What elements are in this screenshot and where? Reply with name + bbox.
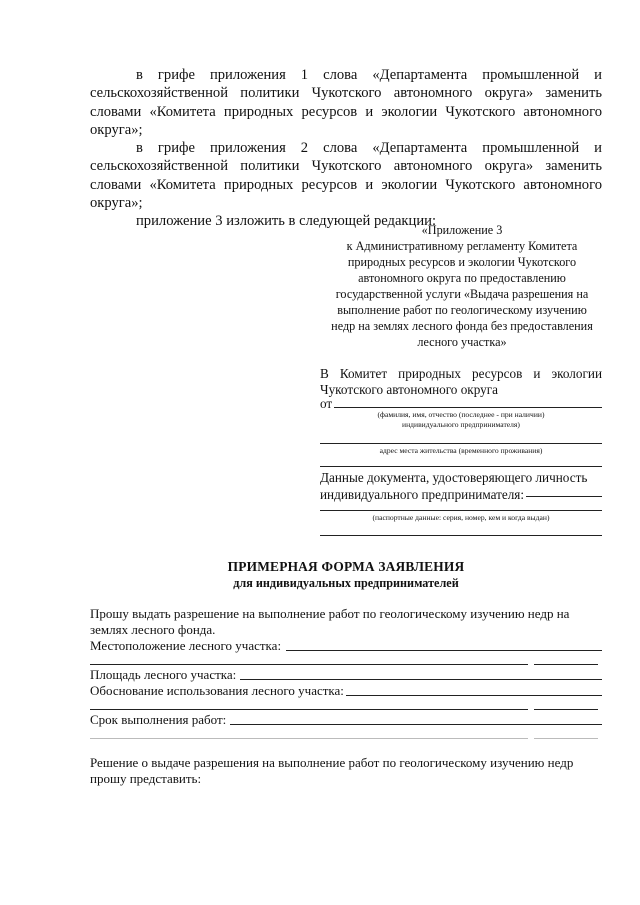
appendix-line: лесного участка» xyxy=(417,335,507,349)
justification-field-2[interactable] xyxy=(90,709,528,710)
justification-field[interactable] xyxy=(346,695,602,696)
fio-hint-2: индивидуального предпринимателя) xyxy=(402,420,520,429)
area-label: Площадь лесного участка: xyxy=(90,667,237,682)
appendix-line: выполнение работ по геологическому изучению xyxy=(337,303,587,317)
address-field[interactable] xyxy=(320,443,602,444)
passport-hint: (паспортные данные: серия, номер, кем и когда выдан) xyxy=(372,513,550,522)
location-label: Местоположение лесного участка: xyxy=(90,638,282,653)
area-field[interactable] xyxy=(240,679,602,680)
document-data-line-2: индивидуального предпринимателя: xyxy=(320,487,525,502)
addressee-line-1: В Комитет природных ресурсов и экологии xyxy=(320,366,602,381)
appendix-line: к Административному регламенту Комитета xyxy=(346,239,578,253)
request-line-2: землях лесного фонда. xyxy=(90,622,216,637)
location-field[interactable] xyxy=(286,650,602,651)
document-data-field[interactable] xyxy=(526,496,602,497)
decision-line-2: прошу представить: xyxy=(90,771,202,786)
document-data-line-1: Данные документа, удостоверяющего личность xyxy=(320,470,588,485)
from-label: от xyxy=(320,396,333,411)
addressee-block xyxy=(320,366,602,398)
appendix-line: природных ресурсов и экологии Чукотского xyxy=(347,255,577,269)
addressee-line-2: Чукотского автономного округа xyxy=(320,382,498,397)
location-field-2[interactable] xyxy=(90,664,528,665)
form-subtitle: для индивидуальных предпринимателей xyxy=(233,576,459,590)
passport-field-2[interactable] xyxy=(320,535,602,536)
amendment-paragraph-2: в грифе приложения 2 слова «Департамента промышленной и сельскохозяйственной политики Чукотского автономного округа» заменить словами «Комитета природных ресурсов и экологии Чукотского автономного округа»; xyxy=(90,140,602,212)
form-title: ПРИМЕРНАЯ ФОРМА ЗАЯВЛЕНИЯ xyxy=(227,559,465,574)
amendment-paragraph-3: приложение 3 изложить в следующей редакции: xyxy=(136,213,436,229)
address-field-2[interactable] xyxy=(320,466,602,467)
appendix-line: автономного округа по предоставлению xyxy=(358,271,566,285)
appendix-line: недр на землях лесного фонда без предоставления xyxy=(331,319,593,333)
passport-field[interactable] xyxy=(320,510,602,511)
document-data-block xyxy=(320,469,602,503)
amendment-paragraph-1: в грифе приложения 1 слова «Департамента промышленной и сельскохозяйственной политики Чукотского автономного округа» заменить словами «Комитета природных ресурсов и экологии Чукотского автономного округа»; xyxy=(90,67,602,139)
appendix-header xyxy=(316,222,608,350)
term-field[interactable] xyxy=(230,724,602,725)
term-field-2[interactable] xyxy=(90,738,528,739)
location-field-3[interactable] xyxy=(534,664,598,665)
address-hint: адрес места жительства (временного проживания) xyxy=(379,446,543,455)
appendix-line: «Приложение 3 xyxy=(421,223,503,237)
applicant-name-field[interactable] xyxy=(334,407,602,408)
term-label: Срок выполнения работ: xyxy=(90,712,227,727)
request-line-1: Прошу выдать разрешение на выполнение работ по геологическому изучению недр на xyxy=(90,606,570,621)
term-field-3[interactable] xyxy=(534,738,598,739)
justification-label: Обоснование использования лесного участка: xyxy=(90,683,344,698)
fio-hint: (фамилия, имя, отчество (последнее - при наличии) xyxy=(377,410,545,419)
appendix-line: государственной услуги «Выдача разрешения на xyxy=(335,287,589,301)
justification-field-3[interactable] xyxy=(534,709,598,710)
decision-line-1: Решение о выдаче разрешения на выполнение работ по геологическому изучению недр xyxy=(90,755,574,770)
